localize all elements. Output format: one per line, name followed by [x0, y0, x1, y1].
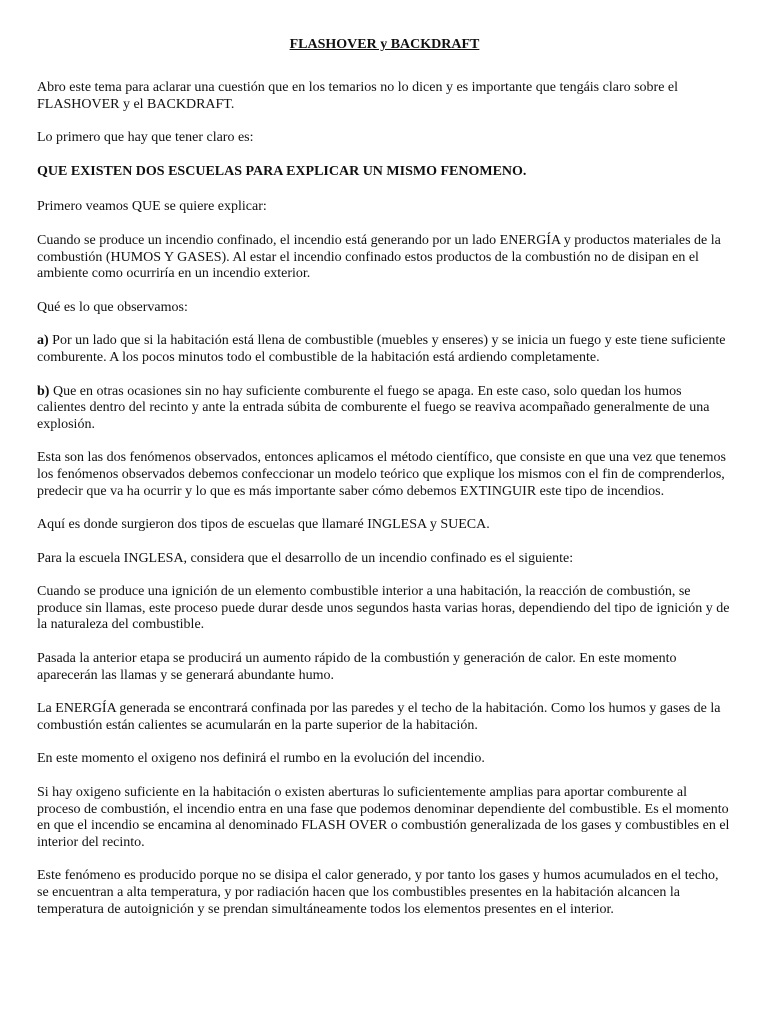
item-b-label: b): [37, 383, 50, 399]
paragraph-first-thing: Lo primero que hay que tener claro es:: [37, 130, 254, 146]
paragraph-energy-confined: La ENERGÍA generada se encontrará confinada por las paredes y el techo de la habitación. Como los humos y gases de la combustión están calientes se acumularán en la parte superior de la habitación.: [37, 701, 721, 733]
paragraph-scientific-method: Esta son las dos fenómenos observados, entonces aplicamos el método científico, que consiste en que una vez que tenemos los fenómenos observados debemos confeccionar un modelo teórico que explique los mismos con el fin de comprenderlos, predecir que va ha ocurrir y lo que es más importante saber cómo debemos EXTINGUIR este tipo de incendios.: [37, 450, 726, 499]
paragraph-oxygen: En este momento el oxigeno nos definirá el rumbo en la evolución del incendio.: [37, 751, 485, 767]
paragraph-english-school: Para la escuela INGLESA, considera que el desarrollo de un incendio confinado es el siguiente:: [37, 550, 574, 566]
item-b-text: Que en otras ocasiones sin no hay suficiente comburente el fuego se apaga. En este caso, solo quedan los humos calientes dentro del recinto y ante la entrada súbita de comburente el fuego se reaviva acompañado generalmente de una explosión.: [37, 383, 710, 432]
paragraph-phenomenon: Este fenómeno es producido porque no se disipa el calor generado, y por tanto los gases y humos acumulados en el techo, se encuentran a alta temperatura, y por radiación hacen que los combustibles presentes en la habitación alcancen la temperatura de autoignición y se prendan simultáneamente todos los elementos presentes en el interior.: [37, 868, 719, 917]
paragraph-what-to-explain: Primero veamos QUE se quiere explicar:: [37, 199, 267, 215]
paragraph-sufficient-oxygen: Si hay oxigeno suficiente en la habitación o existen aberturas lo suficientemente amplias para aportar comburente al proceso de combustión, el incendio entra en una fase que podemos denominar dependiente del combustible. Es el momento en que el incendio se encamina al denominado FLASH OVER o combustión generalizada de los gases y combustibles en el interior del recinto.: [37, 785, 730, 850]
paragraph-item-a: [37, 333, 732, 366]
paragraph-item-b: [37, 384, 732, 434]
document-title: FLASHOVER y BACKDRAFT: [289, 37, 480, 52]
paragraph-what-we-observe: Qué es lo que observamos:: [37, 299, 188, 315]
paragraph-ignition: Cuando se produce una ignición de un elemento combustible interior a una habitación, la reacción de combustión, se produce sin llamas, este proceso puede durar desde unos segundos hasta varias horas, dependiendo del tipo de ignición y de la naturaleza del combustible.: [37, 584, 730, 633]
paragraph-intro: Abro este tema para aclarar una cuestión que en los temarios no lo dicen y es importante que tengáis claro sobre el FLASHOVER y el BACKDRAFT.: [37, 80, 679, 112]
paragraph-confined-fire: Cuando se produce un incendio confinado, el incendio está generando por un lado ENERGÍA y productos materiales de la combustión (HUMOS Y GASES). Al estar el incendio confinado estos productos de la combustión no de disipan en el ambiente como ocurriría en un incendio exterior.: [37, 232, 721, 282]
paragraph-heading-two-schools: QUE EXISTEN DOS ESCUELAS PARA EXPLICAR UN MISMO FENOMENO.: [37, 163, 527, 179]
item-a-text: Por un lado que si la habitación está llena de combustible (muebles y enseres) y se inicia un fuego y este tiene suficiente comburente. A los pocos minutos todo el combustible de la habitación está ardiendo completamente.: [37, 333, 726, 365]
paragraph-rapid-increase: Pasada la anterior etapa se producirá un aumento rápido de la combustión y generación de calor. En este momento aparecerán las llamas y se generará abundante humo.: [37, 651, 677, 683]
paragraph-two-schools: Aquí es donde surgieron dos tipos de escuelas que llamaré INGLESA y SUECA.: [37, 517, 490, 533]
item-a-label: a): [37, 333, 49, 349]
